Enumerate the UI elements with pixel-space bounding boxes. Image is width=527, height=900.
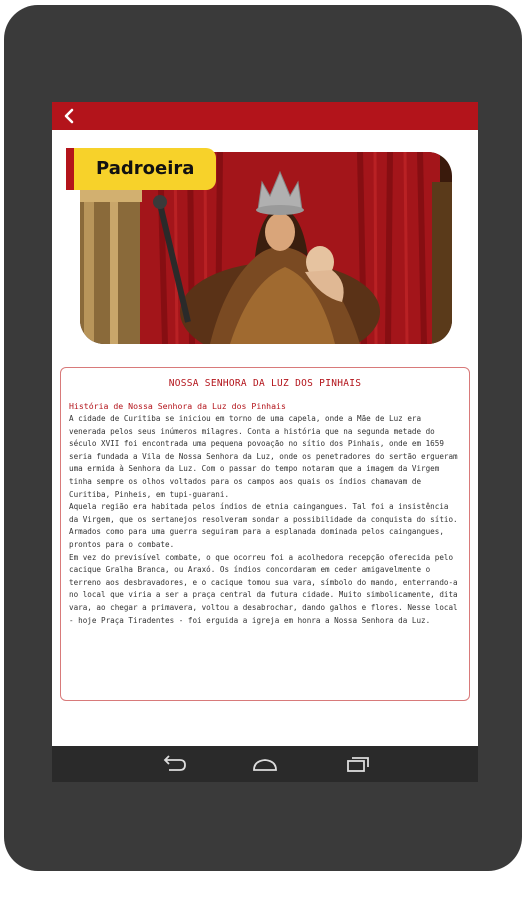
article-title: NOSSA SENHORA DA LUZ DOS PINHAIS — [168, 378, 362, 389]
article-card — [60, 367, 470, 701]
system-nav-bar — [52, 746, 478, 782]
padroeira-badge: Padroeira — [66, 148, 216, 190]
recent-apps-icon[interactable] — [342, 754, 372, 774]
app-bar — [52, 102, 478, 130]
chevron-left-icon[interactable] — [58, 104, 82, 128]
article-subtitle: História de Nossa Senhora da Luz dos Pinhais — [69, 401, 286, 411]
home-icon[interactable] — [250, 754, 280, 774]
app-screen — [52, 102, 478, 782]
article-body: A cidade de Curitiba se iniciou em torno de uma capela, onde a Mãe de Luz era venerada pelos seus inúmeros milagres. Conta a história que na segunda metade do século XVII foi encontrada uma pequena povoação no sítio dos Pinhais, onde em 1659 seria fundada a Vila de Nossa Senhora da Luz, onde os penetradores do sertão ergueram uma ermida à Senhora da Luz. Com o passar do tempo notaram que a imagem da Virgem tinha sempre os olhos voltados para os campos aos quais os índios chamavam de Curitiba, Pinheis, em tupi-guarani. Aquela região era habitada pelos índios de etnia caingangues. Tal foi a insistência da Virgem, que os sertanejos resolveram sondar a possibilidade da conquista do sítio. Armados como para uma guerra seguiram para a esplanada dominada pelos caingangues, prontos para o combate. Em vez do previsível combate, o que ocorreu foi a acolhedora recepção oferecida pelo cacique Gralha Branca, ou Araxó. Os índios concordaram em ceder amigavelmente o terreno aos desbravadores, e o cacique tomou sua vara, símbolo do mando, enterrando-a no local que viria a ser a praça central da futura cidade. Muito simbolicamente, dita vara, ao chegar a primavera, voltou a desabrochar, dando galhos e flores. Nesse local - hoje Praça Tiradentes - foi erguida a igreja em honra a Nossa Senhora da Luz. — [69, 414, 458, 625]
back-arrow-icon[interactable] — [160, 754, 190, 774]
